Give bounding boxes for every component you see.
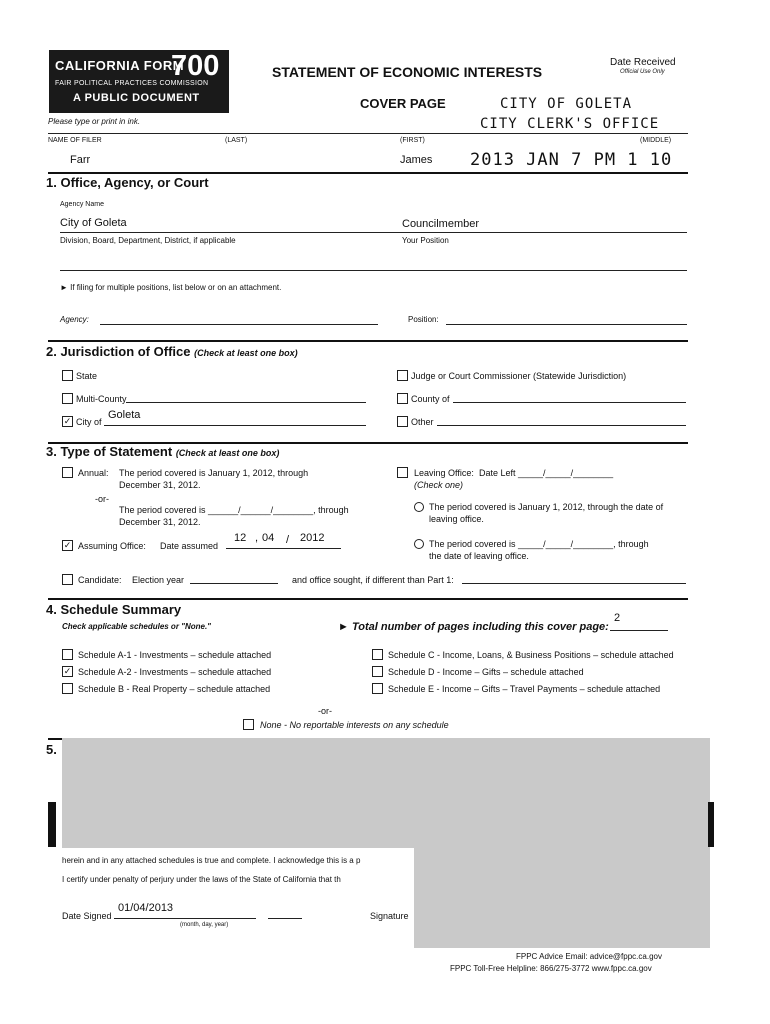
schedule-or: -or-	[318, 706, 332, 716]
section4-title: 4. Schedule Summary	[46, 602, 182, 617]
schedule-a1-checkbox[interactable]	[62, 649, 73, 660]
state-label: State	[76, 371, 98, 381]
leaving-option1-radio[interactable]	[414, 502, 424, 512]
schedule-e-checkbox[interactable]	[372, 683, 383, 694]
divider	[48, 133, 688, 134]
schedule-c-label: Schedule C - Income, Loans, & Business Positions – schedule attached	[388, 650, 674, 660]
position2-line[interactable]	[446, 324, 687, 325]
last-label: (LAST)	[225, 137, 248, 144]
signature-redaction	[414, 847, 710, 948]
schedule-d-label: Schedule D - Income – Gifts – schedule attached	[388, 667, 584, 677]
county-of-label: County of	[411, 394, 450, 404]
date-assumed-line	[226, 548, 341, 549]
date-sep: ,	[255, 532, 259, 544]
city-checkbox[interactable]: ✓	[63, 416, 72, 426]
assume-day[interactable]: 04	[262, 532, 275, 544]
date-signed-line2	[268, 918, 302, 919]
footer-advice-email: FPPC Advice Email: advice@fppc.ca.gov	[516, 952, 662, 961]
section3-instruction: (Check at least one box)	[175, 448, 280, 458]
page-subtitle: COVER PAGE	[360, 96, 446, 111]
total-pages-line	[610, 630, 668, 631]
county-line[interactable]	[453, 402, 686, 403]
agency2-label: Agency:	[60, 315, 89, 324]
assume-month[interactable]: 12	[234, 532, 247, 544]
form-label: CALIFORNIA FORM	[55, 58, 185, 73]
city-value[interactable]: Goleta	[108, 409, 141, 421]
multi-county-checkbox[interactable]	[62, 393, 73, 404]
leaving-option2-radio[interactable]	[414, 539, 424, 549]
agency-name-value[interactable]: City of Goleta	[60, 217, 127, 229]
other-label: Other	[411, 417, 434, 427]
section2-title	[46, 344, 298, 359]
certification-line2: I certify under penalty of perjury under the laws of the State of California that th	[62, 875, 341, 884]
agency-name-header: FAIR POLITICAL PRACTICES COMMISSION	[55, 80, 209, 87]
multi-county-label: Multi-County	[76, 394, 127, 404]
total-pages-value[interactable]: 2	[614, 612, 621, 624]
filer-last-name[interactable]: Farr	[70, 154, 91, 166]
candidate-label: Candidate:	[78, 575, 122, 585]
section5-number: 5.	[46, 742, 57, 757]
divider	[48, 172, 688, 174]
annual-or: -or-	[95, 494, 109, 504]
office-sought-label: and office sought, if different than Part 1:	[292, 575, 454, 585]
schedule-d-checkbox[interactable]	[372, 666, 383, 677]
schedule-e-label: Schedule E - Income – Gifts – Travel Payments – schedule attached	[388, 684, 661, 694]
judge-label: Judge or Court Commissioner (Statewide Jurisdiction)	[411, 371, 627, 381]
middle-label: (MIDDLE)	[640, 137, 672, 144]
redaction-edge	[48, 802, 56, 847]
name-of-filer-label: NAME OF FILER	[48, 137, 102, 144]
candidate-checkbox[interactable]	[62, 574, 73, 585]
form-number: 700	[171, 50, 220, 82]
city-line	[104, 425, 366, 426]
signature-label: Signature	[370, 911, 409, 921]
section4-instruction: Check applicable schedules or "None."	[62, 622, 211, 631]
section3-title-text: 3. Type of Statement	[46, 444, 173, 459]
filer-first-name[interactable]: James	[400, 154, 433, 166]
multiple-positions-note: ► If filing for multiple positions, list below or on an attachment.	[60, 283, 282, 292]
redaction-edge	[708, 802, 714, 847]
date-format-label: (month, day, year)	[180, 922, 229, 928]
divider	[48, 598, 688, 600]
public-document-label: A PUBLIC DOCUMENT	[73, 92, 200, 104]
annual-text1: The period covered is January 1, 2012, through	[119, 468, 309, 478]
annual-label: Annual:	[78, 468, 109, 478]
schedule-b-checkbox[interactable]	[62, 683, 73, 694]
schedule-b-label: Schedule B - Real Property – schedule attached	[78, 684, 271, 694]
received-stamp-line1: CITY OF GOLETA	[500, 96, 633, 112]
leaving-office-checkbox[interactable]	[397, 467, 408, 478]
section1-title: 1. Office, Agency, or Court	[46, 175, 209, 190]
first-label: (FIRST)	[400, 137, 425, 144]
multi-county-line[interactable]	[126, 402, 366, 403]
position-value[interactable]: Councilmember	[402, 218, 480, 230]
schedule-a2-checkbox[interactable]: ✓	[63, 666, 72, 676]
certification-line1: herein and in any attached schedules is true and complete. I acknowledge this is a p	[62, 856, 361, 865]
date-signed-value[interactable]: 01/04/2013	[118, 902, 174, 914]
annual-checkbox[interactable]	[62, 467, 73, 478]
field-line	[60, 270, 687, 271]
leaving-option1-text-a: The period covered is January 1, 2012, through the date of	[429, 502, 664, 512]
field-line	[60, 232, 687, 233]
leaving-date-text: Date Left _____/_____/________	[479, 468, 614, 478]
date-sep: /	[286, 534, 290, 546]
total-pages-label: ► Total number of pages including this cover page:	[338, 621, 609, 633]
annual-text4: December 31, 2012.	[119, 517, 201, 527]
check-one-label: (Check one)	[414, 480, 464, 490]
your-position-label: Your Position	[402, 236, 449, 245]
section3-title	[46, 444, 279, 459]
schedule-a2-label: Schedule A-2 - Investments – schedule attached	[78, 667, 272, 677]
section2-title-text: 2. Jurisdiction of Office	[46, 344, 191, 359]
assume-year[interactable]: 2012	[300, 532, 325, 544]
date-received-label: Date Received	[610, 57, 676, 68]
other-checkbox[interactable]	[397, 416, 408, 427]
assuming-office-label: Assuming Office:	[78, 541, 146, 551]
state-checkbox[interactable]	[62, 370, 73, 381]
none-checkbox[interactable]	[243, 719, 254, 730]
judge-checkbox[interactable]	[397, 370, 408, 381]
none-label: None - No reportable interests on any schedule	[260, 720, 449, 730]
date-signed-label: Date Signed	[62, 911, 112, 921]
leaving-office-label: Leaving Office:	[414, 468, 474, 478]
section2-instruction: (Check at least one box)	[194, 348, 298, 358]
schedule-a1-label: Schedule A-1 - Investments – schedule attached	[78, 650, 272, 660]
election-year-label: Election year	[132, 575, 185, 585]
leaving-option2-text-b: the date of leaving office.	[429, 551, 529, 561]
received-stamp-line2: CITY CLERK'S OFFICE	[480, 116, 660, 132]
office-sought-line[interactable]	[462, 583, 686, 584]
annual-text2: December 31, 2012.	[119, 480, 201, 490]
division-label: Division, Board, Department, District, if applicable	[60, 236, 236, 245]
county-checkbox[interactable]	[397, 393, 408, 404]
page-title: STATEMENT OF ECONOMIC INTERESTS	[272, 64, 543, 80]
agency-name-label: Agency Name	[60, 201, 104, 208]
other-line[interactable]	[437, 425, 686, 426]
election-year-line[interactable]	[190, 583, 278, 584]
city-of-label: City of	[76, 417, 102, 427]
divider	[48, 340, 688, 342]
print-note: Please type or print in ink.	[48, 117, 141, 126]
official-use-label: Official Use Only	[620, 69, 665, 75]
form-header-box	[49, 50, 229, 113]
agency2-line[interactable]	[100, 324, 378, 325]
leaving-option1-text-b: leaving office.	[429, 514, 484, 524]
assuming-office-checkbox[interactable]: ✓	[63, 540, 72, 550]
schedule-c-checkbox[interactable]	[372, 649, 383, 660]
footer-helpline: FPPC Toll-Free Helpline: 866/275-3772 www.fppc.ca.gov	[450, 964, 652, 973]
position2-label: Position:	[408, 315, 439, 324]
annual-text3: The period covered is ______/______/________, through	[119, 505, 349, 515]
date-signed-line	[114, 918, 256, 919]
redaction-block	[62, 738, 710, 848]
received-stamp-line3: 2013 JAN 7 PM 1 10	[470, 150, 673, 170]
date-assumed-label: Date assumed	[160, 541, 219, 551]
leaving-option2-text-a: The period covered is _____/_____/________, through	[429, 539, 649, 549]
